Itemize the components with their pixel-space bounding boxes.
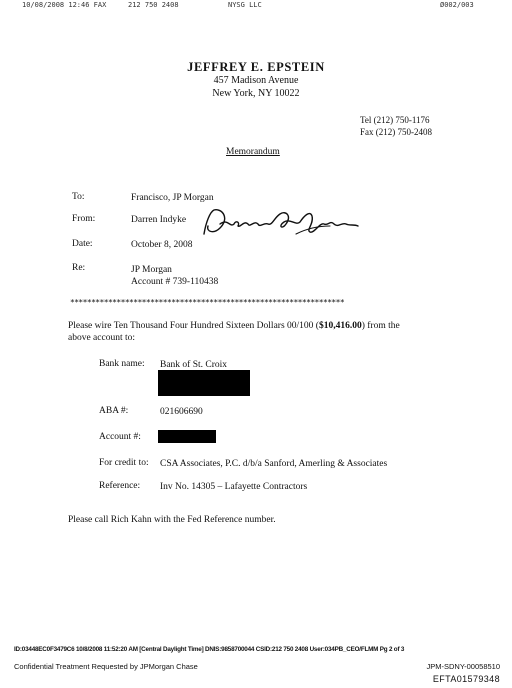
jpm-document-id: JPM-SDNY-00058510 (426, 662, 500, 671)
aba-value: 021606690 (160, 407, 203, 417)
fax-datetime: 10/08/2008 12:46 FAX (22, 1, 107, 9)
from-value: Darren Indyke (131, 215, 187, 225)
re-value-line1: JP Morgan (131, 265, 172, 275)
letterhead-fax: Fax (212) 750-2408 (360, 127, 432, 137)
redaction-account-number (158, 430, 216, 443)
bank-name-label: Bank name: (99, 359, 145, 369)
bank-name-value: Bank of St. Croix (160, 360, 228, 370)
efta-document-id: EFTA01579348 (432, 674, 500, 684)
aba-label: ABA #: (99, 406, 129, 416)
instruction-text-end: ) from the (361, 321, 400, 331)
to-value: Francisco, JP Morgan (131, 193, 214, 203)
instruction-line1 (68, 321, 400, 331)
credit-value: CSA Associates, P.C. d/b/a Sanford, Amerling & Associates (160, 459, 388, 469)
date-label: Date: (72, 239, 93, 249)
signature-image (200, 204, 360, 240)
credit-label: For credit to: (99, 458, 149, 468)
fax-sender: NYSG LLC (228, 1, 262, 9)
account-label: Account #: (99, 432, 141, 442)
fax-page-number: Ø002/003 (440, 1, 474, 9)
letterhead-address-line1: 457 Madison Avenue (213, 75, 299, 86)
reference-value: Inv No. 14305 – Lafayette Contractors (160, 482, 308, 492)
instruction-amount: $10,416.00 (318, 321, 362, 331)
re-value-line2: Account # 739-110438 (131, 277, 219, 287)
confidential-notice: Confidential Treatment Requested by JPMorgan Chase (14, 662, 198, 671)
date-value: October 8, 2008 (131, 240, 193, 250)
redaction-bank-address (158, 370, 250, 396)
separator-line: ***************************************************************** (70, 298, 345, 307)
reference-label: Reference: (99, 481, 141, 491)
to-label: To: (72, 192, 85, 202)
fax-number: 212 750 2408 (128, 1, 179, 9)
instruction-line2: above account to: (68, 333, 136, 343)
letterhead-name: JEFFREY E. EPSTEIN (187, 60, 325, 74)
letterhead-tel: Tel (212) 750-1176 (360, 115, 430, 125)
closing-text: Please call Rich Kahn with the Fed Reference number. (68, 515, 276, 525)
letterhead-address-line2: New York, NY 10022 (212, 88, 300, 99)
transmission-footer: ID:03448EC0F3479C6 10/8/2008 11:52:20 AM [Central Daylight Time] DNIS:9858700044 CSID:212 750 2408 User:034PB_CEO/FLMM Pg 2 of 3 (14, 646, 405, 653)
memo-title: Memorandum (226, 147, 280, 157)
from-label: From: (72, 214, 96, 224)
re-label: Re: (72, 263, 86, 273)
instruction-text: Please wire Ten Thousand Four Hundred Sixteen Dollars 00/100 ( (68, 321, 319, 331)
